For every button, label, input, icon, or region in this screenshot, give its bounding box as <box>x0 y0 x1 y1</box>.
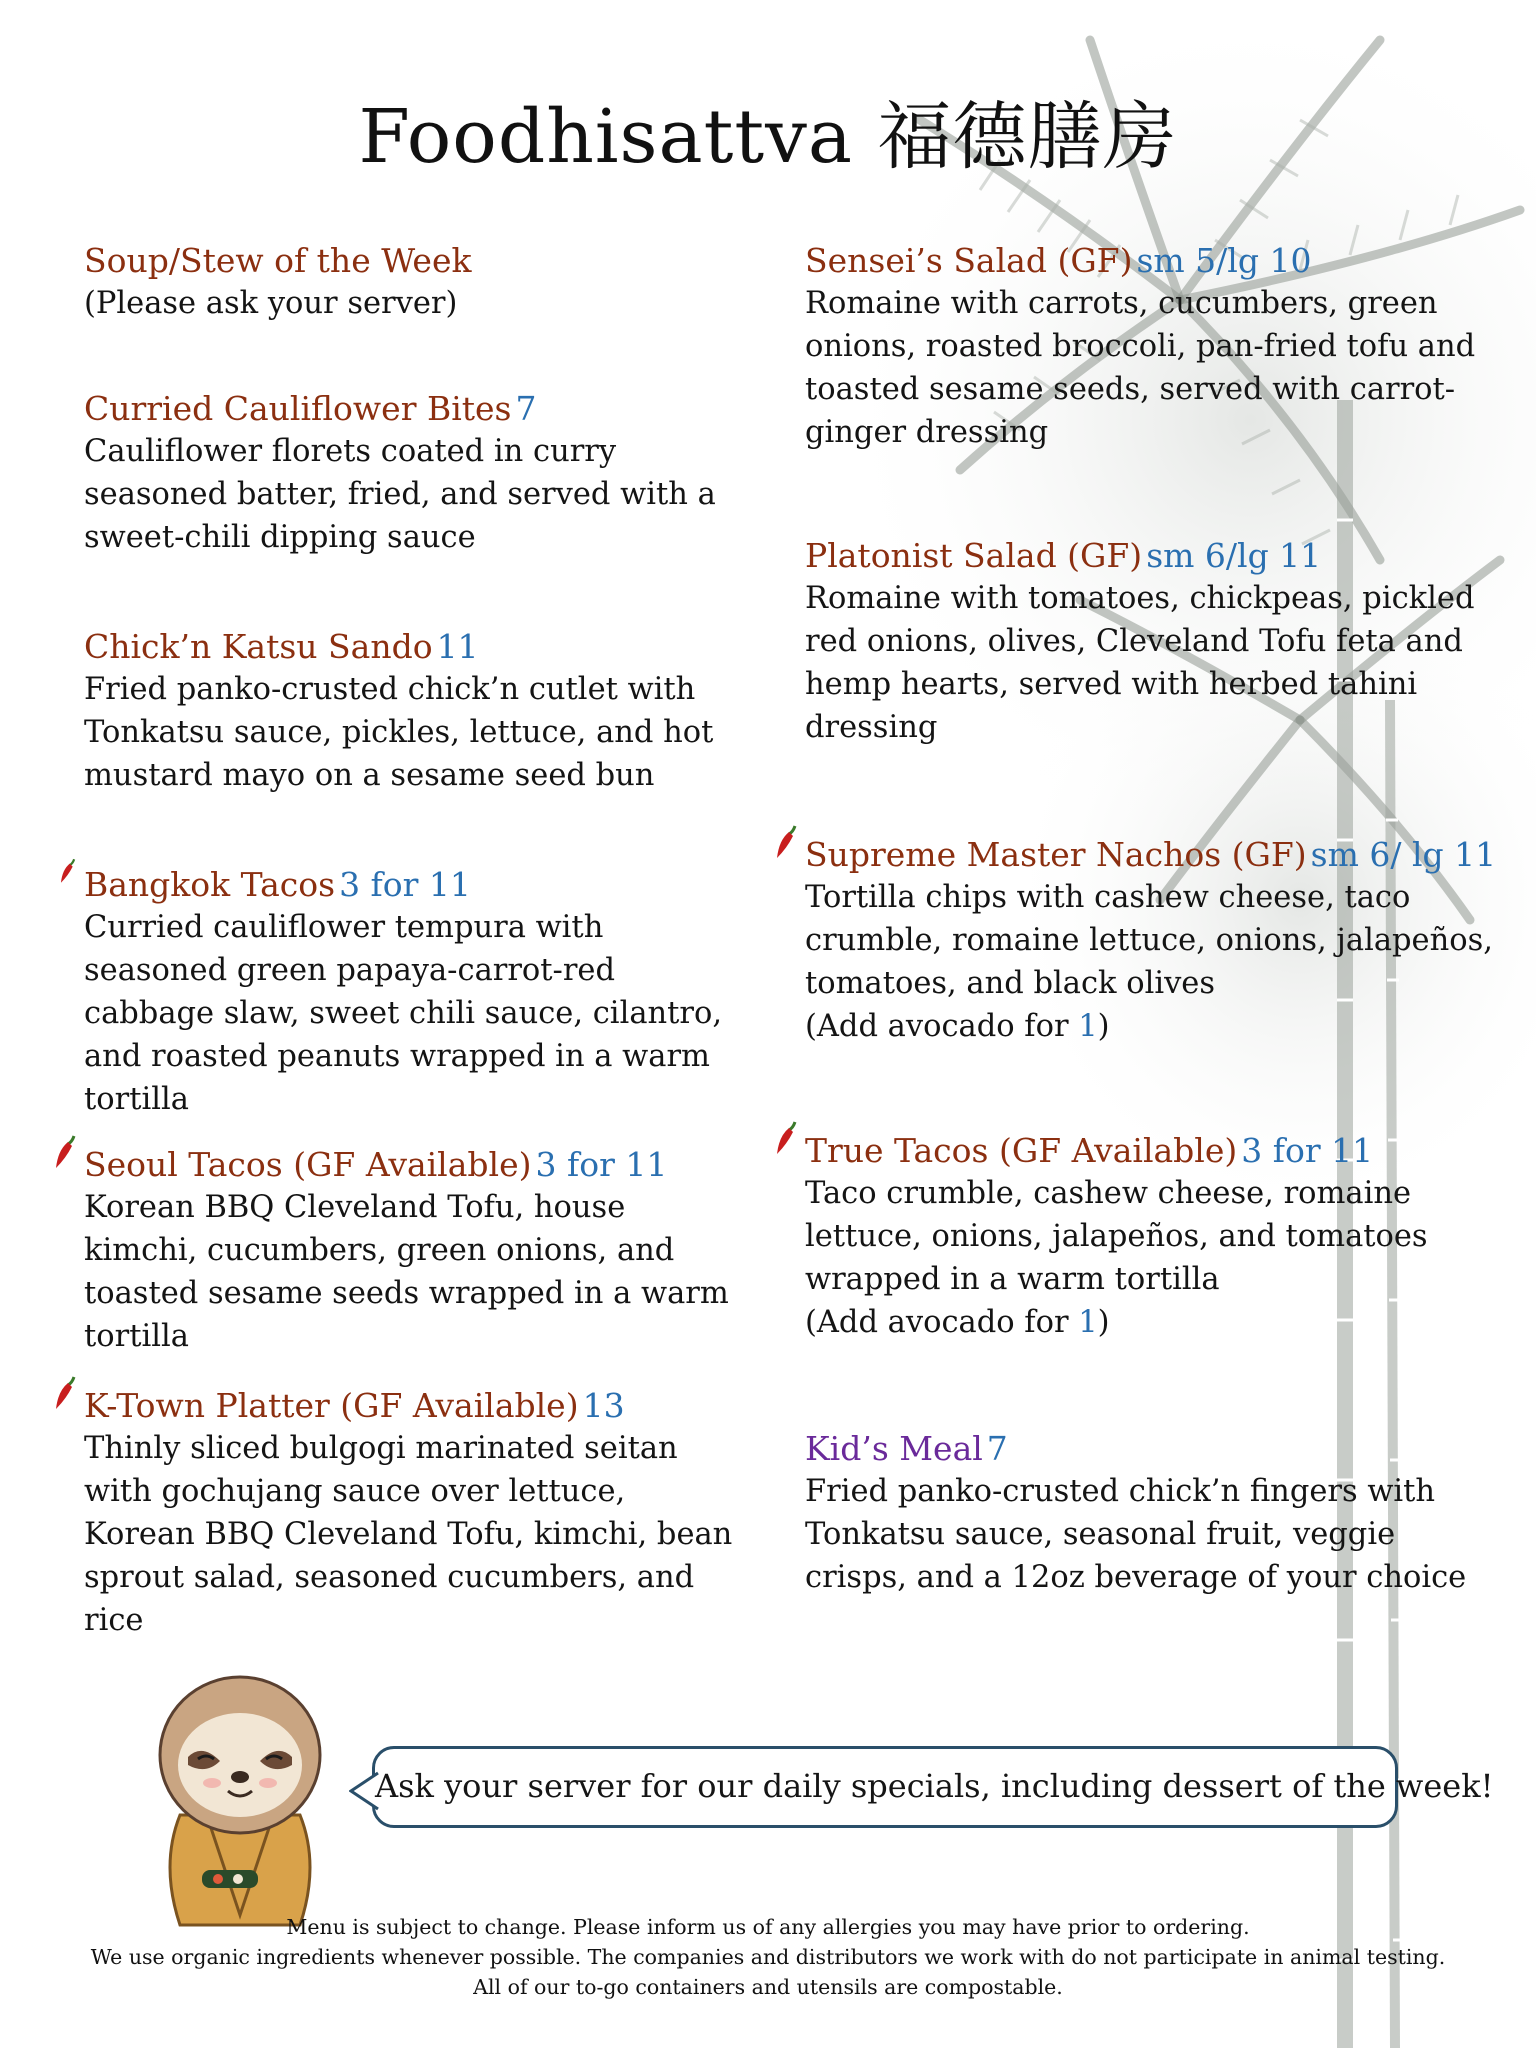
menu-item-true-tacos <box>805 1130 1495 1344</box>
item-price: 11 <box>436 627 479 666</box>
item-name: Seoul Tacos (GF Available) <box>84 1145 532 1184</box>
footer-allergy-note: Menu is subject to change. Please inform us of any allergies you may have prior to ordering. <box>286 1915 1250 1939</box>
item-name: Curried Cauliflower Bites <box>84 389 512 428</box>
item-name: K-Town Platter (GF Available) <box>84 1386 579 1425</box>
add-avocado-note: (Add avocado for 1) <box>805 1305 1110 1340</box>
item-price: 3 for 11 <box>535 1145 668 1184</box>
menu-item-platonist-salad <box>805 535 1495 749</box>
item-price: 3 for 11 <box>1241 1131 1374 1170</box>
footer-compostable-note: All of our to-go containers and utensils are compostable. <box>473 1975 1063 1999</box>
menu-item-soup-stew <box>84 240 744 325</box>
item-price: 13 <box>582 1386 625 1425</box>
chili-pepper-icon <box>773 1118 803 1158</box>
item-description: Fried panko-crusted chick’n cutlet with Tonkatsu sauce, pickles, lettuce, and hot mustard mayo on a sesame seed bun <box>84 672 714 793</box>
item-name: Supreme Master Nachos (GF) <box>805 835 1307 874</box>
item-name: Kid’s Meal <box>805 1429 983 1468</box>
item-description: Korean BBQ Cleveland Tofu, house kimchi, cucumbers, green onions, and toasted sesame seeds wrapped in a warm tortilla <box>84 1190 729 1354</box>
footer-organic-note: We use organic ingredients whenever possible. The companies and distributors we work with do not participate in animal testing. <box>90 1945 1446 1969</box>
item-description-text: Taco crumble, cashew cheese, romaine lettuce, onions, jalapeños, and tomatoes wrapped in a warm tortilla <box>805 1176 1428 1297</box>
item-description: Fried panko-crusted chick’n fingers with Tonkatsu sauce, seasonal fruit, veggie crisps, and a 12oz beverage of your choice <box>805 1474 1467 1595</box>
item-name: Platonist Salad (GF) <box>805 536 1143 575</box>
menu-item-kids-meal <box>805 1428 1495 1599</box>
menu-item-senseis-salad <box>805 240 1495 454</box>
chili-pepper-icon <box>52 1373 82 1413</box>
item-name: Sensei’s Salad (GF) <box>805 241 1133 280</box>
menu-footer <box>0 1912 1536 2002</box>
item-description: Curried cauliflower tempura with seasoned green papaya-carrot-red cabbage slaw, sweet chili sauce, cilantro, and roasted peanuts wrapped in a warm tortilla <box>84 910 723 1117</box>
item-description: Cauliflower florets coated in curry seasoned batter, fried, and served with a sweet-chili dipping sauce <box>84 434 716 555</box>
item-price: sm 6/lg 11 <box>1146 536 1322 575</box>
add-avocado-note: (Add avocado for 1) <box>805 1009 1110 1044</box>
page-title: Foodhisattva 福德膳房 <box>358 94 1178 180</box>
item-price: sm 6/ lg 11 <box>1310 835 1497 874</box>
menu-item-seoul-tacos <box>84 1144 744 1358</box>
specials-message: Ask your server for our daily specials, including dessert of the week! <box>375 1767 1494 1805</box>
sloth-mascot-illustration <box>140 1665 340 1935</box>
menu-item-k-town-platter <box>84 1385 744 1642</box>
item-description: Thinly sliced bulgogi marinated seitan with gochujang sauce over lettuce, Korean BBQ Cleveland Tofu, kimchi, bean sprout salad, seasoned cucumbers, and rice <box>84 1431 733 1638</box>
chili-pepper-icon <box>773 822 803 862</box>
addon-price: 1 <box>1078 1009 1098 1044</box>
item-name: True Tacos (GF Available) <box>805 1131 1238 1170</box>
item-description: (Please ask your server) <box>84 286 458 321</box>
item-description-text: Tortilla chips with cashew cheese, taco crumble, romaine lettuce, onions, jalapeños, tomatoes, and black olives <box>805 880 1493 1001</box>
item-name: Chick’n Katsu Sando <box>84 627 433 666</box>
menu-item-chickn-katsu-sando <box>84 626 744 797</box>
menu-item-bangkok-tacos <box>84 864 744 1121</box>
item-description <box>805 876 1495 1048</box>
menu-item-supreme-master-nachos <box>805 834 1495 1048</box>
item-name: Bangkok Tacos <box>84 865 336 904</box>
specials-speech-bubble <box>372 1746 1494 1828</box>
item-description: Romaine with tomatoes, chickpeas, pickled red onions, olives, Cleveland Tofu feta and hemp hearts, served with herbed tahini dressing <box>805 581 1475 745</box>
item-price: 7 <box>515 389 537 428</box>
chili-pepper-icon <box>58 856 80 886</box>
addon-price: 1 <box>1078 1305 1098 1340</box>
item-price: sm 5/lg 10 <box>1136 241 1312 280</box>
chili-pepper-icon <box>52 1132 82 1172</box>
item-price: 7 <box>986 1429 1008 1468</box>
item-price: 3 for 11 <box>339 865 471 904</box>
item-description: Romaine with carrots, cucumbers, green onions, roasted broccoli, pan-fried tofu and toasted sesame seeds, served with carrot-ginger dressing <box>805 286 1476 450</box>
menu-item-curried-cauliflower-bites <box>84 388 744 559</box>
item-description <box>805 1172 1495 1344</box>
item-name: Soup/Stew of the Week <box>84 241 472 280</box>
